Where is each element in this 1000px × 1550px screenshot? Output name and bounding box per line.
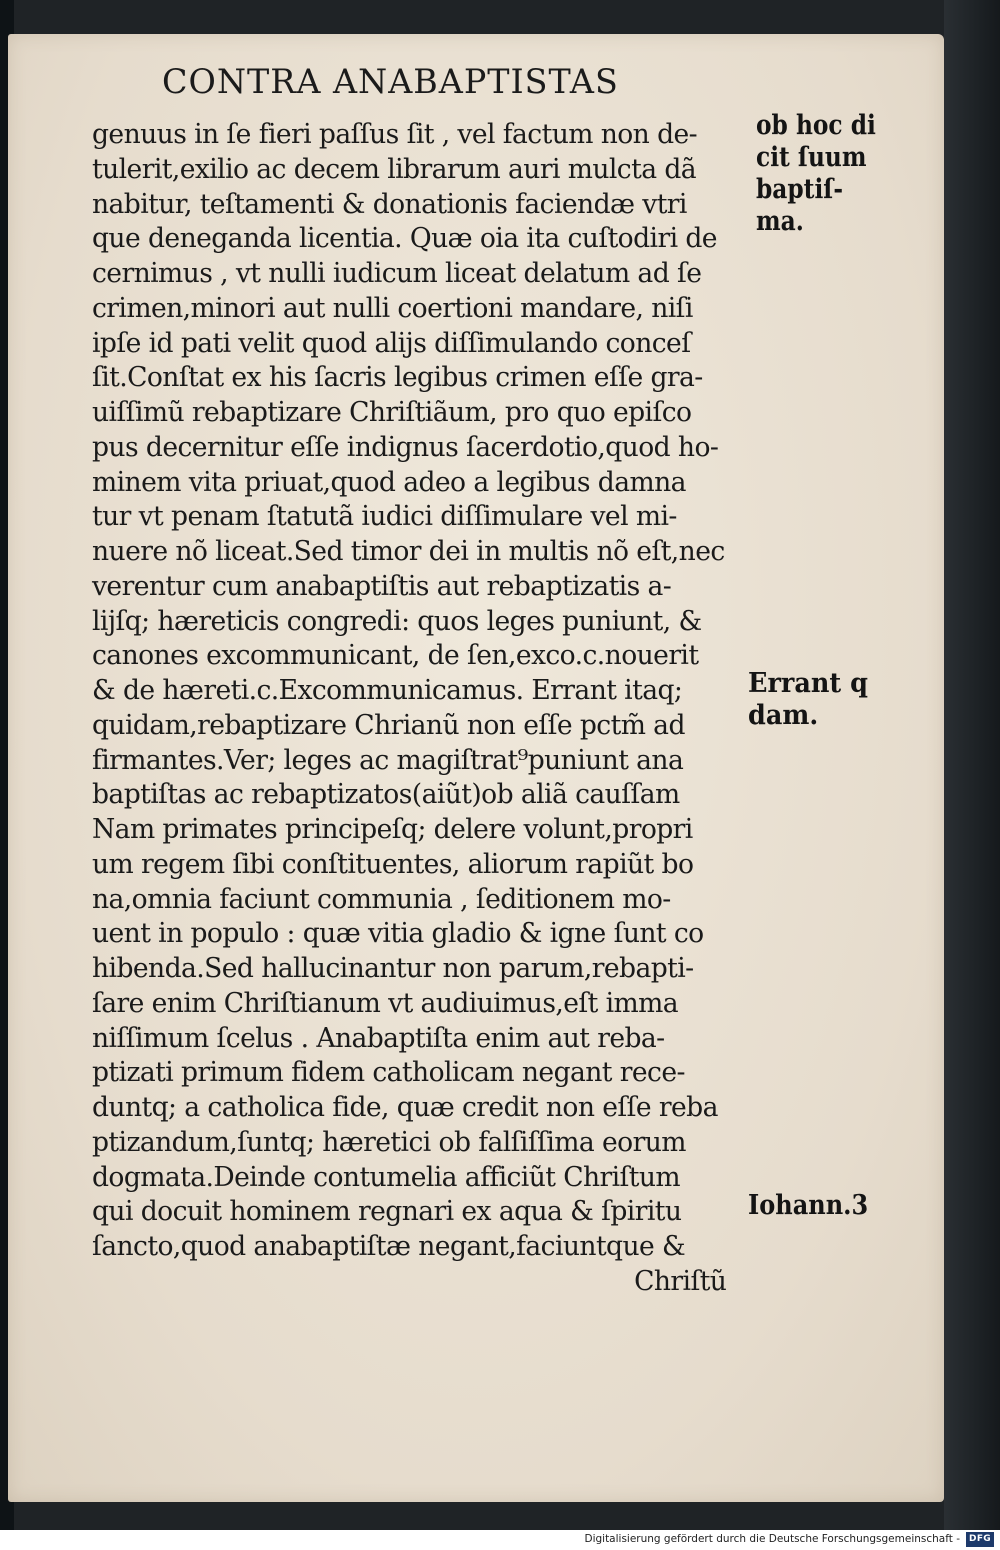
text-line: duntq; a catholica fide, quæ credit non eſſe reba xyxy=(92,1092,718,1123)
marginal-note-line: cit ſuum xyxy=(756,142,867,173)
text-line: nabitur, teſtamenti & donationis faciendæ vtri xyxy=(92,188,687,220)
text-line: hibenda.Sed hallucinantur non parum,rebapti- xyxy=(92,953,694,984)
text-line: canones excommunicant, de ſen,exco.c.nouerit xyxy=(92,640,699,672)
text-line: ptizati primum fidem catholicam negant rece- xyxy=(92,1057,685,1089)
text-line: minem vita priuat,quod adeo a legibus damna xyxy=(92,466,686,498)
text-line: cernimus , vt nulli iudicum liceat delatum ad ſe xyxy=(92,258,702,289)
text-line: genuus in ſe fieri paſſus ſit , vel factum non de- xyxy=(92,119,698,150)
text-line: qui docuit hominem regnari ex aqua & ſpiritu xyxy=(92,1196,682,1228)
marginal-note-line: dam. xyxy=(748,700,819,731)
text-line: uiſſimũ rebaptizare Chriſtiãum, pro quo epiſco xyxy=(92,397,692,428)
marginal-note-line: Iohann.3 xyxy=(748,1190,869,1221)
text-line: crimen,minori aut nulli coertioni mandare, niſi xyxy=(92,292,693,324)
footer-credit: Digitalisierung gefördert durch die Deutsche Forschungsgemeinschaft - xyxy=(584,1533,960,1545)
text-line: ptizandum,ſuntq; hæretici ob falſiſſima eorum xyxy=(92,1126,686,1158)
text-line: baptiſtas ac rebaptizatos(aiũt)ob aliã cauſſam xyxy=(92,779,680,811)
text-line: verentur cum anabaptiſtis aut rebaptizatis a- xyxy=(92,570,672,602)
marginal-note-line: Errant q xyxy=(748,668,868,699)
text-line: na,omnia faciunt communia , ſeditionem mo- xyxy=(92,883,671,915)
text-line: que deneganda licentia. Quæ oia ita cuſtodiri de xyxy=(92,223,717,255)
text-line: lijſq; hæreticis congredi: quos leges puniunt, & xyxy=(92,605,702,637)
text-line: pus decernitur eſſe indignus ſacerdotio,quod ho- xyxy=(92,431,719,463)
text-line: ſit.Conſtat ex his ſacris legibus crimen eſſe gra- xyxy=(92,362,703,394)
marginal-note-3 xyxy=(748,1190,883,1222)
text-line: firmantes.Ver; leges ac magiſtrat⁹puniunt ana xyxy=(92,744,684,776)
text-line: uent in populo : quæ vitia gladio & igne ſunt co xyxy=(92,918,704,950)
marginal-note-line: ob hoc di xyxy=(756,110,876,141)
text-line: & de hæreti.c.Excommunicamus. Errant itaq; xyxy=(92,675,683,706)
text-line: Nam primates principeſq; delere volunt,propri xyxy=(92,814,693,845)
main-text-block xyxy=(92,118,752,1300)
book-edge-right xyxy=(944,0,1000,1530)
text-line: nuere nõ liceat.Sed timor dei in multis nõ eſt,nec xyxy=(92,536,725,567)
digitization-footer xyxy=(0,1530,1000,1550)
text-line: Chriſtũ xyxy=(634,1265,727,1297)
text-line: quidam,rebaptizare Chrianũ non eſſe pctm̃ ad xyxy=(92,709,685,741)
text-line: dogmata.Deinde contumelia afficiũt Chriſtum xyxy=(92,1161,681,1193)
text-line: tur vt penam ſtatutã iudici diſſimulare vel mi- xyxy=(92,501,677,533)
text-line: ſare enim Chriſtianum vt audiuimus,eſt imma xyxy=(92,987,679,1019)
text-line: um regem ſibi conſtituentes, aliorum rapiũt bo xyxy=(92,848,694,880)
text-line: ſancto,quod anabaptiſtæ negant,faciuntque & xyxy=(92,1231,686,1262)
marginal-note-1 xyxy=(756,110,895,238)
text-line: ipſe id pati velit quod alijs diſſimulando conceſ xyxy=(92,327,691,359)
marginal-note-line: baptiſ- xyxy=(756,174,844,205)
marginal-note-2 xyxy=(748,668,875,732)
marginal-note-line: ma. xyxy=(756,206,804,237)
text-line: niſſimum ſcelus . Anabaptiſta enim aut reba- xyxy=(92,1022,665,1054)
text-line: tulerit,exilio ac decem librarum auri mulcta dã xyxy=(92,153,697,185)
dfg-logo: DFG xyxy=(966,1532,994,1547)
running-head: CONTRA ANABAPTISTAS xyxy=(162,62,619,102)
